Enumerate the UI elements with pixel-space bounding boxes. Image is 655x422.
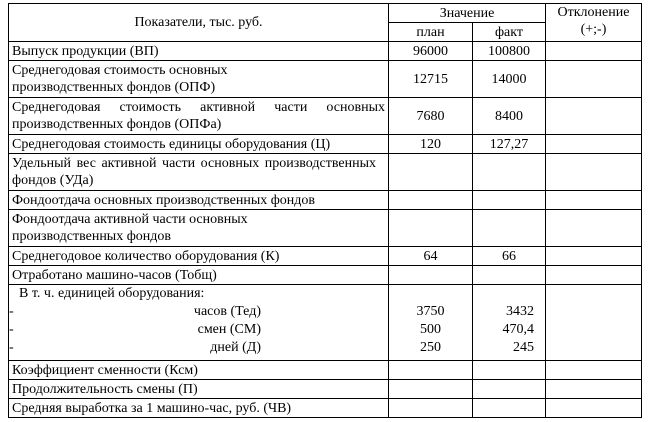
plan-cell: 7680 — [389, 98, 473, 135]
deviation-cell — [546, 135, 642, 154]
plan-cell: 12715 — [389, 61, 473, 98]
table-row — [9, 247, 642, 266]
row-label: Коэффициент сменности (Ксм) — [9, 361, 389, 380]
plan-cell: 96000 — [389, 42, 473, 61]
deviation-cell — [546, 247, 642, 266]
deviation-cell — [546, 380, 642, 399]
plan-cell — [389, 154, 473, 191]
fact-cell — [473, 191, 546, 210]
row-label: Отработано машино-часов (Тобщ) — [9, 266, 389, 285]
deviation-cell — [546, 210, 642, 247]
table-row — [9, 154, 642, 191]
deviation-cell — [546, 61, 642, 98]
table-row — [9, 380, 642, 399]
indicator-header: Показатели, тыс. руб. — [9, 4, 389, 42]
deviation-cell — [546, 285, 642, 361]
row-label: Выпуск продукции (ВП) — [9, 42, 389, 61]
indicators-table-wrapper — [8, 3, 642, 418]
plan-cell — [389, 266, 473, 285]
fact-cell: 100800 — [473, 42, 546, 61]
deviation-header-line2: (+;-) — [580, 22, 607, 37]
row-label: Среднегодовая стоимость активной части основных производственных фондов (ОПФа) — [9, 98, 389, 135]
plan-header: план — [389, 23, 473, 42]
header-row — [9, 4, 642, 23]
plan-hours: 3750 — [416, 304, 445, 319]
plan-days: 250 — [420, 340, 441, 355]
row-label: Фондоотдача основных производственных фондов — [9, 191, 389, 210]
plan-cell — [389, 380, 473, 399]
table-row — [9, 61, 642, 98]
row-label: Средняя выработка за 1 машино-час, руб. (ЧВ) — [9, 399, 389, 418]
plan-shifts: 500 — [420, 322, 441, 337]
row-label: Среднегодовая стоимость единицы оборудования (Ц) — [9, 135, 389, 154]
fact-header: факт — [473, 23, 546, 42]
fact-cell — [473, 399, 546, 418]
fact-cell — [473, 266, 546, 285]
fact-cell — [473, 210, 546, 247]
equipment-item-hours: - часов (Тед) — [9, 304, 261, 319]
table-row — [9, 135, 642, 154]
deviation-header — [546, 4, 642, 42]
table-row — [9, 191, 642, 210]
equipment-label-cell — [9, 285, 389, 361]
table-row — [9, 399, 642, 418]
fact-cell: 8400 — [473, 98, 546, 135]
fact-hours: 3432 — [506, 304, 534, 319]
equipment-item-shifts: - смен (СМ) — [9, 322, 261, 337]
fact-cell — [473, 361, 546, 380]
deviation-cell — [546, 42, 642, 61]
fact-cell — [473, 154, 546, 191]
indicators-table — [8, 3, 642, 418]
plan-cell: 120 — [389, 135, 473, 154]
row-label: Среднегодовая стоимость основных производственных фондов (ОПФ) — [9, 61, 389, 98]
row-label: Среднегодовое количество оборудования (К) — [9, 247, 389, 266]
fact-cell: 14000 — [473, 61, 546, 98]
fact-cell: 127,27 — [473, 135, 546, 154]
equipment-fact-cell — [473, 285, 546, 361]
deviation-cell — [546, 98, 642, 135]
row-label: Продолжительность смены (П) — [9, 380, 389, 399]
fact-days: 245 — [513, 340, 534, 355]
table-row — [9, 266, 642, 285]
fact-cell: 66 — [473, 247, 546, 266]
equipment-plan-cell — [389, 285, 473, 361]
deviation-cell — [546, 154, 642, 191]
deviation-header-line1: Отклонение — [557, 5, 630, 20]
table-row — [9, 361, 642, 380]
plan-cell: 64 — [389, 247, 473, 266]
table-row — [9, 42, 642, 61]
plan-cell — [389, 361, 473, 380]
row-label: Фондоотдача активной части основных производственных фондов — [9, 210, 389, 247]
deviation-cell — [546, 361, 642, 380]
equipment-heading: В т. ч. единицей оборудования: — [19, 286, 205, 301]
equipment-row — [9, 285, 642, 361]
table-row — [9, 210, 642, 247]
plan-cell — [389, 399, 473, 418]
fact-cell — [473, 380, 546, 399]
plan-cell — [389, 191, 473, 210]
equipment-item-days: - дней (Д) — [9, 340, 261, 355]
plan-cell — [389, 210, 473, 247]
fact-shifts: 470,4 — [502, 322, 534, 337]
table-row — [9, 98, 642, 135]
row-label: Удельный вес активной части основных производственных фондов (УДа) — [9, 154, 389, 191]
deviation-cell — [546, 399, 642, 418]
value-header: Значение — [389, 4, 546, 23]
deviation-cell — [546, 191, 642, 210]
deviation-cell — [546, 266, 642, 285]
